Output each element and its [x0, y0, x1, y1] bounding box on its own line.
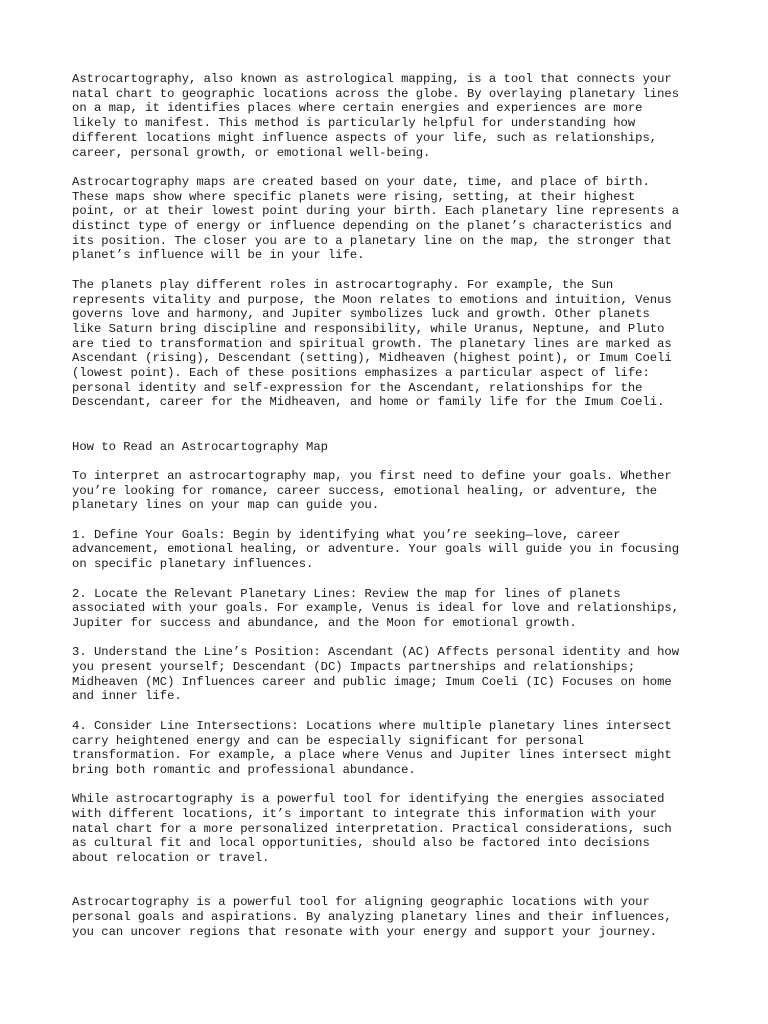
intro-paragraph-2: Astrocartography maps are created based on your date, time, and place of birth. These maps show where specific planets were rising, setting, at their highest point, or at their lowest point during your birth. Each planetary line represents a distinct type of energy or influence depending on the planet’s characteristics and its position. The closer you are to a planetary line on the map, the stronger that planet’s influence will be in your life. [72, 174, 680, 263]
step-3-paragraph: 3. Understand the Line’s Position: Ascendant (AC) Affects personal identity and how you present yourself; Descendant (DC) Impacts partnerships and relationships; Midheaven (MC) Influences career and public image; Imum Coeli (IC) Focuses on home and inner life. [72, 645, 680, 704]
step-4-paragraph: 4. Consider Line Intersections: Locations where multiple planetary lines intersect carry heightened energy and can be especially significant for personal transformation. For example, a place where Venus and Jupiter lines intersect might bring both romantic and professional abundance. [72, 718, 672, 777]
intro-paragraph-3: The planets play different roles in astrocartography. For example, the Sun represents vitality and purpose, the Moon relates to emotions and intuition, Venus governs love and harmony, and Jupiter symbolizes luck and growth. Other planets like Saturn bring discipline and responsibility, while Uranus, Neptune, and Pluto are tied to transformation and spiritual growth. The planetary lines are marked as Ascendant (rising), Descendant (setting), Midheaven (highest point), or Imum Coeli (lowest point). Each of these positions emphasizes a particular aspect of life: personal identity and self-expression for the Ascendant, relationships for the Descendant, career for the Midheaven, and home or family life for the Imum Coeli. [72, 277, 672, 410]
step-1-paragraph: 1. Define Your Goals: Begin by identifying what you’re seeking—love, career advancement, emotional healing, or adventure. Your goals will guide you in focusing on specific planetary influences. [72, 527, 680, 572]
closing-paragraph: Astrocartography is a powerful tool for aligning geographic locations with your personal goals and aspirations. By analyzing planetary lines and their influences, you can uncover regions that resonate with your energy and support your journey. [72, 895, 672, 939]
intro-paragraph-1: Astrocartography, also known as astrological mapping, is a tool that connects your natal chart to geographic locations across the globe. By overlaying planetary lines on a map, it identifies places where certain energies and experiences are more likely to manifest. This method is particularly helpful for understanding how different locations might influence aspects of your life, such as relationships, career, personal growth, or emotional well-being. [72, 72, 680, 160]
section-intro-paragraph: To interpret an astrocartography map, you first need to define your goals. Whether you’re looking for romance, career success, emotional healing, or adventure, the planetary lines on your map can guide you. [72, 468, 672, 513]
caution-paragraph: While astrocartography is a powerful tool for identifying the energies associated with different locations, it’s important to integrate this information with your natal chart for a more personalized interpretation. Practical considerations, such as cultural fit and local opportunities, should also be factored into decisions about relocation or travel. [72, 792, 672, 866]
step-2-paragraph: 2. Locate the Relevant Planetary Lines: Review the map for lines of planets associated with your goals. For example, Venus is ideal for love and relationships, Jupiter for success and abundance, and the Moon for emotional growth. [72, 586, 680, 630]
section-heading: How to Read an Astrocartography Map [72, 439, 328, 454]
document-page [72, 72, 702, 954]
